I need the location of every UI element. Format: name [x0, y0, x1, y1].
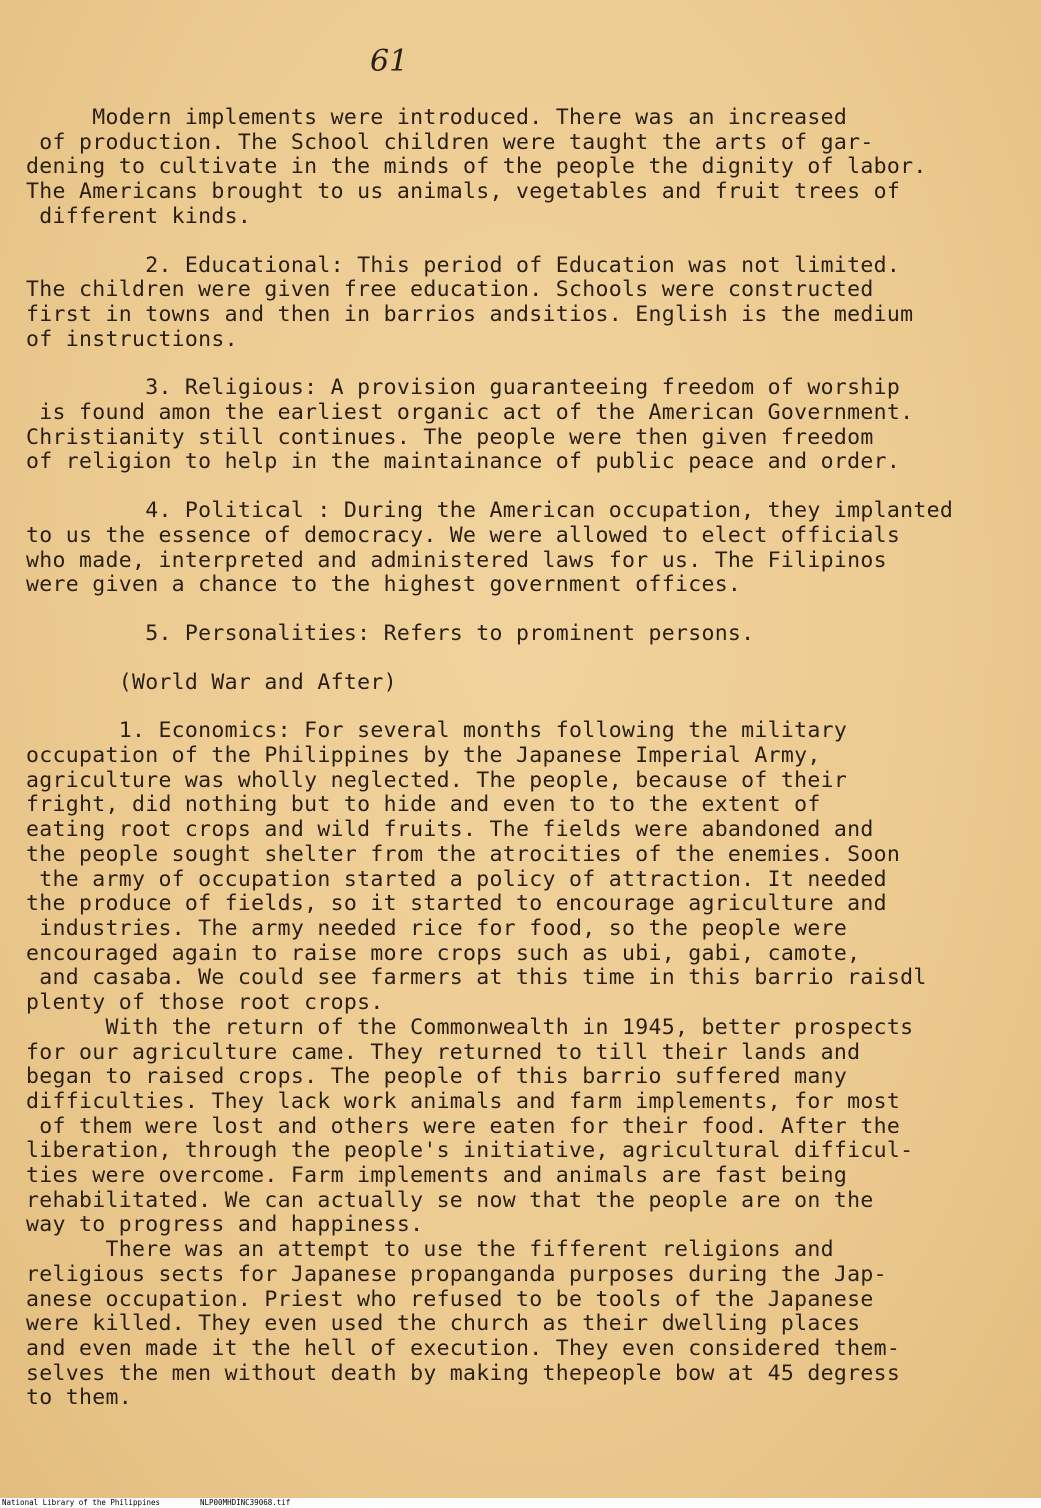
paragraph-commonwealth: [26, 1016, 1026, 1238]
text-line: the army of occupation started a policy of attraction. It needed: [26, 866, 887, 892]
page-number: 61: [370, 44, 409, 79]
paragraph-religious: [26, 376, 1026, 475]
body-text: [26, 106, 1026, 1411]
paragraph-ww-heading: [26, 671, 1026, 696]
text-line: of production. The School children were taught the arts of gar-: [26, 129, 874, 155]
text-line: rehabilitated. We can actually se now that the people are on the: [26, 1187, 874, 1213]
text-line: occupation of the Philippines by the Japanese Imperial Army,: [26, 743, 821, 769]
text-line: who made, interpreted and administered laws for us. The Filipinos: [26, 547, 887, 573]
text-line: of religion to help in the maintainance of public peace and order.: [26, 449, 901, 475]
text-line: eating root crops and wild fruits. The fields were abandoned and: [26, 817, 874, 843]
text-line: of them were lost and others were eaten for their food. After the: [26, 1113, 901, 1139]
text-line: religious sects for Japanese propanganda purposes during the Jap-: [26, 1261, 887, 1287]
text-line: 4. Political : During the American occupation, they implanted: [26, 498, 954, 524]
text-line: With the return of the Commonwealth in 1945, better prospects: [26, 1014, 914, 1040]
footer-library-name: National Library of the Philippines: [2, 1498, 161, 1507]
text-line: of instructions.: [26, 326, 238, 352]
text-line: and casaba. We could see farmers at this time in this barrio raisdl: [26, 965, 927, 991]
paragraph-religions: [26, 1238, 1026, 1411]
paragraph-political: [26, 499, 1026, 598]
text-line: for our agriculture came. They returned to till their lands and: [26, 1039, 861, 1065]
scan-footer: [0, 1498, 1041, 1508]
footer-file-name: NLP00MHDINC39068.tif: [200, 1498, 291, 1507]
text-line: difficulties. They lack work animals and farm implements, for most: [26, 1088, 901, 1114]
text-line: liberation, through the people's initiative, agricultural difficul-: [26, 1138, 914, 1164]
text-line: way to progress and happiness.: [26, 1212, 424, 1238]
text-line: The children were given free education. Schools were constructed: [26, 277, 874, 303]
text-line: began to raised crops. The people of this barrio suffered many: [26, 1064, 848, 1090]
text-line: 1. Economics: For several months following the military: [26, 718, 848, 744]
text-line: 2. Educational: This period of Education was not limited.: [26, 252, 901, 278]
text-line: 3. Religious: A provision guaranteeing freedom of worship: [26, 375, 901, 401]
text-line: to them.: [26, 1385, 132, 1411]
paragraph-educational: [26, 254, 1026, 353]
text-line: dening to cultivate in the minds of the people the dignity of labor.: [26, 154, 927, 180]
text-line: agriculture was wholly neglected. The people, because of their: [26, 767, 848, 793]
text-line: is found amon the earliest organic act of the American Government.: [26, 400, 914, 426]
text-line: and even made it the hell of execution. They even considered them-: [26, 1335, 901, 1361]
text-line: 5. Personalities: Refers to prominent persons.: [26, 620, 755, 646]
text-line: Modern implements were introduced. There was an increased: [26, 105, 848, 130]
text-line: Christianity still continues. The people were then given freedom: [26, 424, 874, 450]
text-line: were killed. They even used the church as their dwelling places: [26, 1311, 861, 1337]
text-line: first in towns and then in barrios andsitios. English is the medium: [26, 301, 914, 327]
text-line: anese occupation. Priest who refused to be tools of the Japanese: [26, 1286, 874, 1312]
text-line: fright, did nothing but to hide and even to to the extent of: [26, 792, 821, 818]
text-line: the produce of fields, so it started to encourage agriculture and: [26, 891, 887, 917]
text-line: selves the men without death by making thepeople bow at 45 degress: [26, 1360, 901, 1386]
paragraph-personalities: [26, 622, 1026, 647]
text-line: were given a chance to the highest government offices.: [26, 572, 742, 598]
text-line: ties were overcome. Farm implements and animals are fast being: [26, 1163, 848, 1189]
text-line: There was an attempt to use the fifferent religions and: [26, 1237, 834, 1263]
text-line: the people sought shelter from the atrocities of the enemies. Soon: [26, 841, 901, 867]
text-line: to us the essence of democracy. We were allowed to elect officials: [26, 522, 901, 548]
text-line: plenty of those root crops.: [26, 990, 384, 1016]
paragraph-modern: [26, 106, 1026, 230]
text-line: The Americans brought to us animals, vegetables and fruit trees of: [26, 179, 901, 205]
text-line: encouraged again to raise more crops such as ubi, gabi, camote,: [26, 940, 861, 966]
paragraph-economics: [26, 719, 1026, 1015]
text-line: industries. The army needed rice for food, so the people were: [26, 915, 848, 941]
text-line: (World War and After): [26, 669, 397, 695]
text-line: different kinds.: [26, 203, 252, 229]
